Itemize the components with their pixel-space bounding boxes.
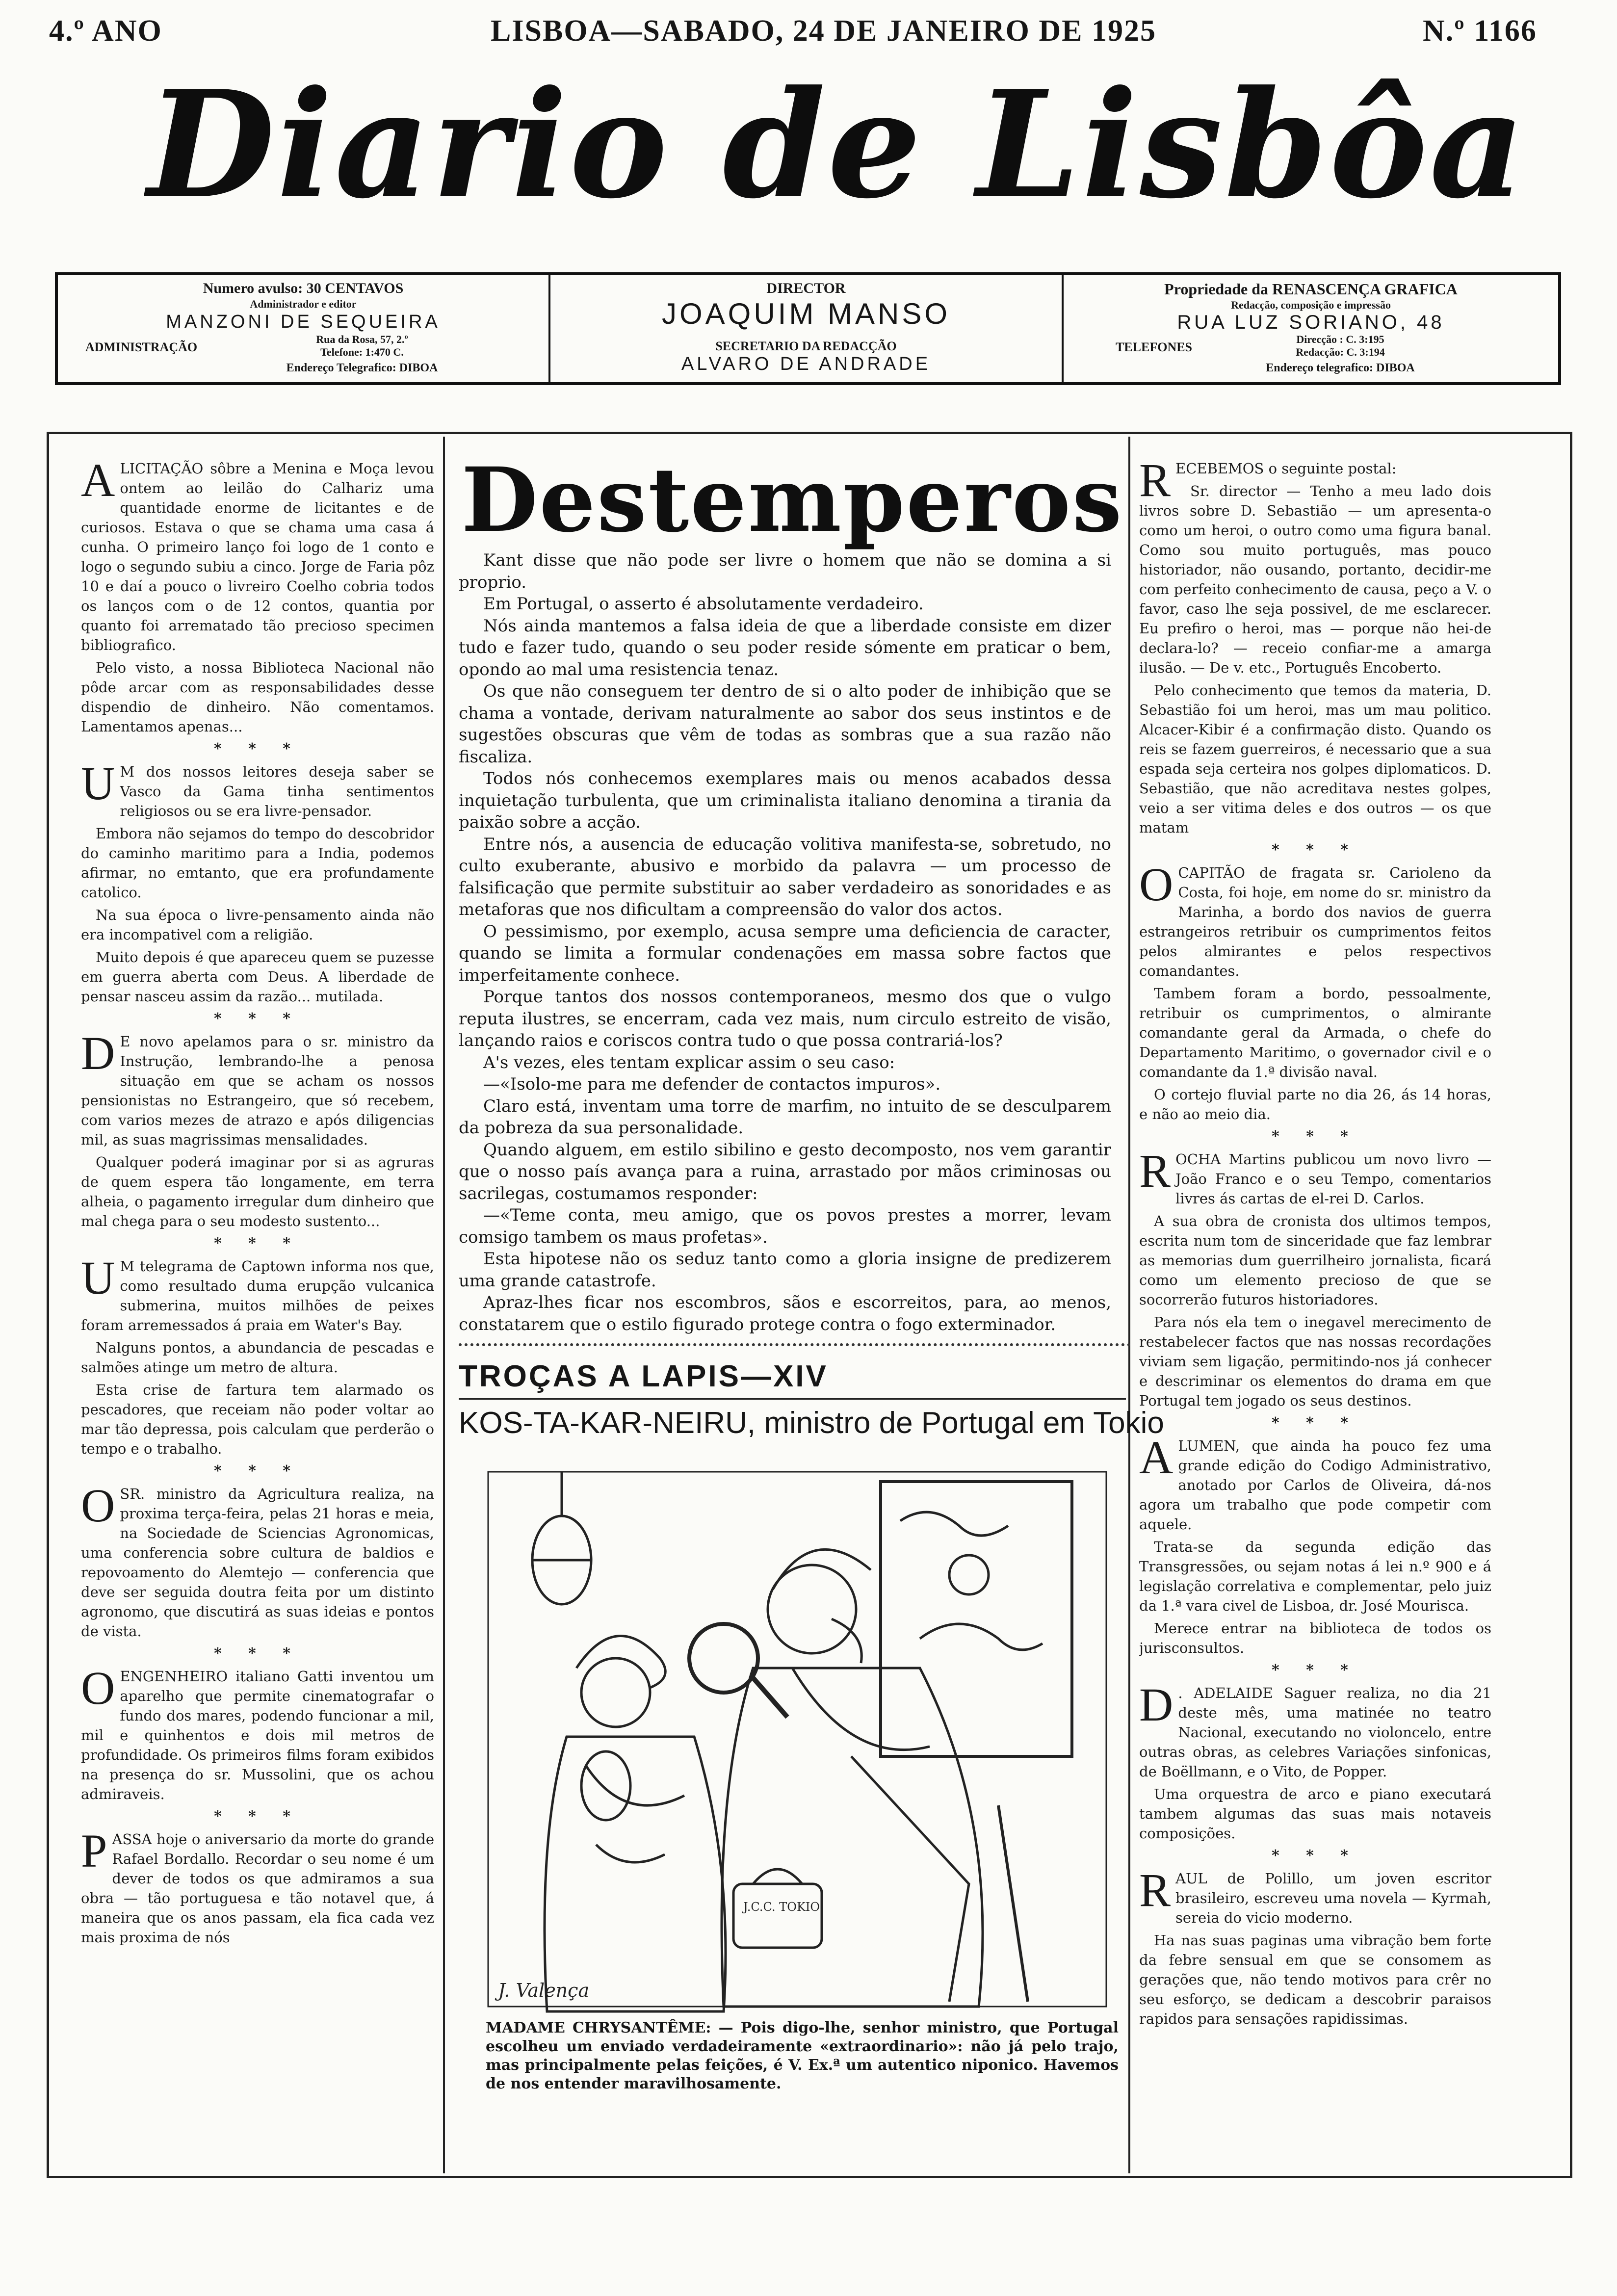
section-separator: * * * <box>1272 841 1359 859</box>
editorial-paragraph: Os que não conseguem ter dentro de si o alto poder de inhibição que se chama a vontade, derivam naturalmente ao sabor dos seus instintos e de sugestões obscuras que vêm de todas as sombras que a sua razão não fiscaliza. <box>459 681 1111 767</box>
brief-lead-paragraph <box>1139 459 1491 506</box>
paragraph-text: ASSA hoje o aniversario da morte do grande Rafael Bordallo. Recordar o seu nome é um dever de todos os que admiramos a sua obra — tão portuguesa e tão notavel que, á maneira que os anos passam, ela fica cada vez mais proxima de nós <box>81 1831 434 1946</box>
brief-lead-paragraph <box>81 1252 434 1335</box>
admin-telegraph: Endereço Telegrafico: DIBOA <box>286 362 438 374</box>
drop-cap: O <box>1139 858 1174 911</box>
paragraph-text: M telegrama de Captown informa nos que, como resultado duma erupção vulcanica submerina, muitos milhões de peixes foram arremessados á praia em Water's Bay. <box>81 1258 434 1333</box>
editorial-paragraph: —«Isolo-me para me defender de contactos impuros». <box>483 1074 941 1094</box>
paragraph-text: LICITAÇÃO sôbre a Menina e Moça levou ontem ao leilão do Calhariz uma quantidade enorme de licitantes e de curiosos. Estava o que se chama uma casa á cunha. O primeiro lanço foi logo de 1 conto e logo o segundo subiu a cinco. Jorge de Faria pôz 10 e daí a pouco o livreiro Coelho cobria todos os lanços com o de 12 contos, quantia por quanto foi arrematado tão precioso specimen bibliografico. <box>81 460 434 653</box>
dotted-rule <box>459 1343 1131 1346</box>
brief-paragraph: Tambem foram a bordo, pessoalmente, retribuir os cumprimentos, o almirante comandante geral da Armada, o chefe do Departamento Maritimo, o governador civil e o comandante da 1.ª divisão naval. <box>1139 985 1491 1080</box>
drop-cap: R <box>1139 1864 1171 1916</box>
editorial-paragraph: Quando alguem, em estilo sibilino e gesto decomposto, nos vem garantir que o nosso país avança para a ruina, arrastado por mãos criminosas ou sacrilegas, costumamos responder: <box>459 1140 1111 1203</box>
dateline: LISBOA—SABADO, 24 DE JANEIRO DE 1925 <box>491 14 1156 48</box>
brief-paragraph: Esta crise de fartura tem alarmado os pescadores, que receiam não poder voltar ao mar tão depressa, pois calculam que perderão o tempo e o trabalho. <box>81 1382 434 1457</box>
paragraph-text: . ADELAIDE Saguer realiza, no dia 21 deste mês, uma matinée no teatro Nacional, executando no violoncelo, entre outras obras, as celebres Variações sinfonicas, de Boëllmann, e o Vito, de Popper. <box>1139 1685 1491 1780</box>
editorial-paragraph: O pessimismo, por exemplo, acusa sempre uma deficiencia de caracter, quando se limita a formular condenações em massa sobre factos que imperfeitamente conhece. <box>459 921 1111 985</box>
brief-lead-paragraph <box>81 1479 434 1641</box>
drop-cap: A <box>1139 1431 1174 1484</box>
brief-paragraph: Sr. director — Tenho a meu lado dois livros sobre D. Sebastião — um apresenta-o como um heroi, o outro como uma figura banal. Como sou muito português, mas pouco historiador, não ousando, portanto, decidir-me com perfeito conhecimento de causa, peço a V. o favor, caso lhe seja possivel, de me esclarecer. Eu prefiro o heroi, mas — porque não hei-de declara-lo? — receio confiar-me a amarga ilusão. — De v. etc., Português Encoberto. <box>1139 483 1491 676</box>
drop-cap: P <box>81 1825 107 1877</box>
editorial-paragraph: Em Portugal, o asserto é absolutamente verdadeiro. <box>483 594 924 614</box>
section-separator: * * * <box>214 1462 301 1480</box>
brief-lead-paragraph <box>81 1662 434 1804</box>
drop-cap: O <box>81 1479 115 1532</box>
brief-lead-paragraph <box>1139 1431 1491 1534</box>
brief-paragraph: Muito depois é que apareceu quem se puzesse em guerra aberta com Deus. A liberdade de pensar nasceu assim da razão... mutilada. <box>81 949 434 1005</box>
redaccao-label: Redacção, composição e impressão <box>1231 299 1391 311</box>
brief-lead-paragraph <box>81 757 434 821</box>
editorial-paragraph: A's vezes, eles tentam explicar assim o seu caso: <box>483 1052 895 1072</box>
street-address: RUA LUZ SORIANO, 48 <box>1177 312 1445 333</box>
masthead-title: Diario de Lisbôa <box>147 58 1527 231</box>
left-column <box>81 459 434 2166</box>
paragraph-text: E novo apelamos para o sr. ministro da Instrução, lembrando-lhe a penosa situação em que se acham os nossos pensionistas no Estrangeiro, que só recebem, com varios mezes de atrazo e após diligencias mil, as suas magrissimas mensalidades. <box>81 1033 434 1148</box>
paragraph-text: ECEBEMOS o seguinte postal: <box>1175 460 1397 477</box>
editorial-paragraph: Apraz-lhes ficar nos escombros, sãos e escorreitos, para, ao menos, constatarem que o estilo figurado protege contra o fogo exterminador. <box>459 1293 1111 1334</box>
drop-cap: A <box>81 459 115 506</box>
brief-paragraph: Qualquer poderá imaginar por si as agruras de quem espera tão longamente, em terra alheia, o pagamento irregular dum dinheiro que mal chega para o seu modesto sustento... <box>81 1154 434 1229</box>
editorial-paragraph: Nós ainda mantemos a falsa ideia de que a liberdade consiste em dizer tudo e fazer tudo, quando o seu poder reside sómente em praticar o bem, opondo ao mal uma resistencia tenaz. <box>459 616 1111 679</box>
brief-paragraph: Para nós ela tem o inegavel merecimento de restabelecer factos que nas nossas recordações viviam sem ligação, permitindo-nos já conhecer e descriminar os elementos do drama em que Portugal tem jogado os seus destinos. <box>1139 1314 1491 1409</box>
telefones-label: TELEFONES <box>1115 340 1193 354</box>
brief-paragraph: Pelo visto, a nossa Biblioteca Nacional não pôde arcar com as responsabilidades desse dispendio de dinheiro. Não comentamos. Lamentamos apenas... <box>81 659 434 735</box>
paragraph-text: OCHA Martins publicou um novo livro — João Franco e o seu Tempo, comentarios livres ás cartas de el-rei D. Carlos. <box>1175 1151 1491 1207</box>
trocas-title: TROÇAS A LAPIS—XIV <box>459 1359 828 1393</box>
brief-paragraph: Pelo conhecimento que temos da materia, D. Sebastião foi um heroi, mas um mau politico. Alcacer-Kibir é a confirmação disto. Quando os reis se fazem guerreiros, é necessario que a sua espada seja certeira nos golpes diplomaticos. D. Sebastião, que não acreditava nestes golpes, veio a ser vitima deles e dos outros — os que matam <box>1139 682 1491 836</box>
right-column <box>1139 459 1491 2166</box>
cartoon-illustration <box>478 1462 1116 2016</box>
brief-lead-paragraph <box>1139 858 1491 981</box>
brief-paragraph: Embora não sejamos do tempo do descobridor do caminho maritimo para a India, podemos afirmar, no emtanto, que era profundamente catolico. <box>81 825 434 901</box>
editorial-paragraph: Todos nós conhecemos exemplares mais ou menos acabados dessa inquietação turbulenta, que um criminalista italiano denomina a tirania da paixão sobre a acção. <box>459 769 1111 832</box>
editorial-paragraph: Kant disse que não pode ser livre o homem que não se domina a si proprio. <box>459 550 1111 592</box>
editorial-paragraph: Esta hipotese não os seduz tanto como a gloria insigne de predizerem uma grande catastrofe. <box>459 1249 1111 1291</box>
paragraph-text: SR. ministro da Agricultura realiza, na proxima terça-feira, pelas 21 horas e meia, na Sociedade de Sciencias Agronomicas, uma conferencia sobre cultura de baldios e repovoamento do Alemtejo — conferencia que deve ser seguida doutra feita por um distinto agronomo, que discutirá as suas ideias e pontos de vista. <box>81 1486 434 1640</box>
paragraph-text: LUMEN, que ainda ha pouco fez uma grande edição do Codigo Administrativo, anotado por Carlos de Oliveira, dá-nos agora um trabalho que pode competir com aquele. <box>1139 1437 1491 1533</box>
drop-cap: O <box>81 1662 115 1714</box>
section-separator: * * * <box>214 740 301 757</box>
director-name: JOAQUIM MANSO <box>661 297 951 330</box>
column-rule-right <box>1128 437 1130 2173</box>
brief-lead-paragraph <box>1139 1864 1491 1928</box>
secretary-name: ALVARO DE ANDRADE <box>681 354 931 374</box>
bag-label: J.C.C. TOKIO <box>743 1900 820 1914</box>
info-right <box>1064 275 1558 382</box>
brief-paragraph: Na sua época o livre-pensamento ainda não era incompativel com a religião. <box>81 907 434 943</box>
artist-signature: J. Valença <box>498 1980 590 2001</box>
admin-address: Rua da Rosa, 57, 2.º <box>316 333 408 345</box>
right-telegraph: Endereço telegrafico: DIBOA <box>1266 362 1415 374</box>
price: Numero avulso: 30 CENTAVOS <box>203 280 404 296</box>
admin-name: MANZONI DE SEQUEIRA <box>166 312 441 332</box>
direccao-phone: Direcção : C. 3:195 <box>1296 333 1384 345</box>
section-separator: * * * <box>214 1010 301 1027</box>
drop-cap: R <box>1139 1145 1171 1197</box>
admin-label: Administrador e editor <box>250 298 357 310</box>
paragraph-text: CAPITÃO de fragata sr. Carioleno da Costa, foi hoje, em nome do sr. ministro da Marinha, a bordo dos navios de guerra estrangeiros retribuir os cumprimentos feitos pelos almirantes e pelos respectivos comandantes. <box>1139 864 1491 979</box>
drop-cap: R <box>1139 459 1171 506</box>
brief-paragraph: A sua obra de cronista dos ultimos tempos, escrita num tom de sinceridade que faz lembrar as memorias dum guerrilheiro jornalista, ficará como um elemento precioso de que se socorrerão futuros historiadores. <box>1139 1213 1491 1308</box>
column-rule-left <box>443 437 445 2173</box>
drop-cap: D <box>81 1027 115 1079</box>
issue-number: N.º 1166 <box>1423 14 1537 48</box>
info-box <box>55 272 1561 385</box>
paragraph-text: M dos nossos leitores deseja saber se Vasco da Gama tinha sentimentos religiosos ou se era livre-pensador. <box>120 763 434 819</box>
section-separator: * * * <box>214 1235 301 1252</box>
secretary-label: SECRETARIO DA REDACÇÃO <box>715 339 897 353</box>
drop-cap: D <box>1139 1678 1174 1731</box>
editorial-paragraph: Porque tantos dos nossos contemporaneos, mesmo dos que o vulgo reputa ilustres, se encerram, cada vez mais, num circulo estreito de visão, lançando raios e coriscos contra tudo o que possa contrariá-los? <box>459 987 1111 1050</box>
section-separator: * * * <box>214 1808 301 1825</box>
brief-paragraph: Ha nas suas paginas uma vibração bem forte da febre sensual em que se consomem as gerações que, não tendo motivos para crêr no seu esforço, se dedicam a descobrir paraisos rapidos para sensações rapidissimas. <box>1139 1932 1491 2027</box>
info-middle <box>548 275 1064 382</box>
owner: Propriedade da RENASCENÇA GRAFICA <box>1164 280 1458 298</box>
headline: Destemperos <box>461 448 1123 552</box>
brief-lead-paragraph <box>81 1027 434 1149</box>
admin-phone: Telefone: 1:470 C. <box>320 346 404 358</box>
paragraph-text: AUL de Polillo, um joven escritor brasileiro, escreveu uma novela — Kyrmah, sereia do vicio moderno. <box>1175 1870 1491 1926</box>
section-separator: * * * <box>1272 1662 1359 1679</box>
section-separator: * * * <box>1272 1128 1359 1145</box>
section-separator: * * * <box>1272 1414 1359 1432</box>
brief-paragraph: Merece entrar na biblioteca de todos os jurisconsultos. <box>1139 1620 1491 1656</box>
drop-cap: U <box>81 757 115 809</box>
editorial-paragraph: Claro está, inventam uma torre de marfim, no intuito de se desculparem da pobreza da sua personalidade. <box>459 1096 1111 1138</box>
brief-lead-paragraph <box>81 1825 434 1947</box>
brief-paragraph: Trata-se da segunda edição das Transgressões, ou sejam notas á lei n.º 900 e á legislação correlativa e complementar, pelo juiz da 1.ª vara civel de Lisboa, dr. José Mourisca. <box>1139 1539 1491 1614</box>
brief-paragraph: Nalguns pontos, a abundancia de pescadas e salmões atinge um metro de altura. <box>81 1339 434 1376</box>
brief-paragraph: Uma orquestra de arco e piano executará tambem algumas das suas mais notaveis composições. <box>1139 1786 1491 1842</box>
trocas-rule <box>459 1398 1126 1400</box>
section-separator: * * * <box>1272 1847 1359 1864</box>
cartoon-caption: KOS-TA-KAR-NEIRU, ministro de Portugal em Tokio <box>459 1406 1164 1440</box>
section-separator: * * * <box>214 1645 301 1662</box>
editorial-paragraph: Entre nós, a ausencia de educação volitiva manifesta-se, sobretudo, no culto exuberante, abusivo e morbido da palavra — um processo de falsificação que permite substituir ao saber verdadeiro as sonoridades e as metaforas que nos dificultam a compreensão do valor dos actos. <box>459 834 1111 919</box>
brief-lead-paragraph <box>81 459 434 655</box>
editorial-paragraph: —«Teme conta, meu amigo, que os povos prestes a morrer, levam comsigo tambem os maus profetas». <box>459 1205 1111 1247</box>
madame-caption: MADAME CHRYSANTÊME: — Pois digo-lhe, senhor ministro, que Portugal escolheu um enviado verdadeiramente «extraordinario»: não já pelo trajo, mas principalmente pelas feições, é V. Ex.ª um autentico niponico. Havemos de nos entender maravilhosamente. <box>486 2019 1119 2092</box>
administracao-label: ADMINISTRAÇÃO <box>85 340 198 354</box>
year-label: 4.º ANO <box>49 14 162 48</box>
info-left <box>58 275 548 382</box>
brief-lead-paragraph <box>1139 1145 1491 1208</box>
brief-lead-paragraph <box>1139 1678 1491 1781</box>
redaccao-phone: Redacção: C. 3:194 <box>1296 346 1385 358</box>
director-label: DIRECTOR <box>766 280 846 296</box>
drop-cap: U <box>81 1252 115 1304</box>
paragraph-text: ENGENHEIRO italiano Gatti inventou um aparelho que permite cinematografar o fundo dos mares, podendo funcionar a mil, mil e quinhentos e dois mil metros de profundidade. Os primeiros films foram exibidos na presença do sr. Mussolini, que os achou admiraveis. <box>81 1668 434 1802</box>
brief-paragraph: O cortejo fluvial parte no dia 26, ás 14 horas, e não ao meio dia. <box>1139 1086 1491 1122</box>
editorial-body <box>459 549 1111 1335</box>
